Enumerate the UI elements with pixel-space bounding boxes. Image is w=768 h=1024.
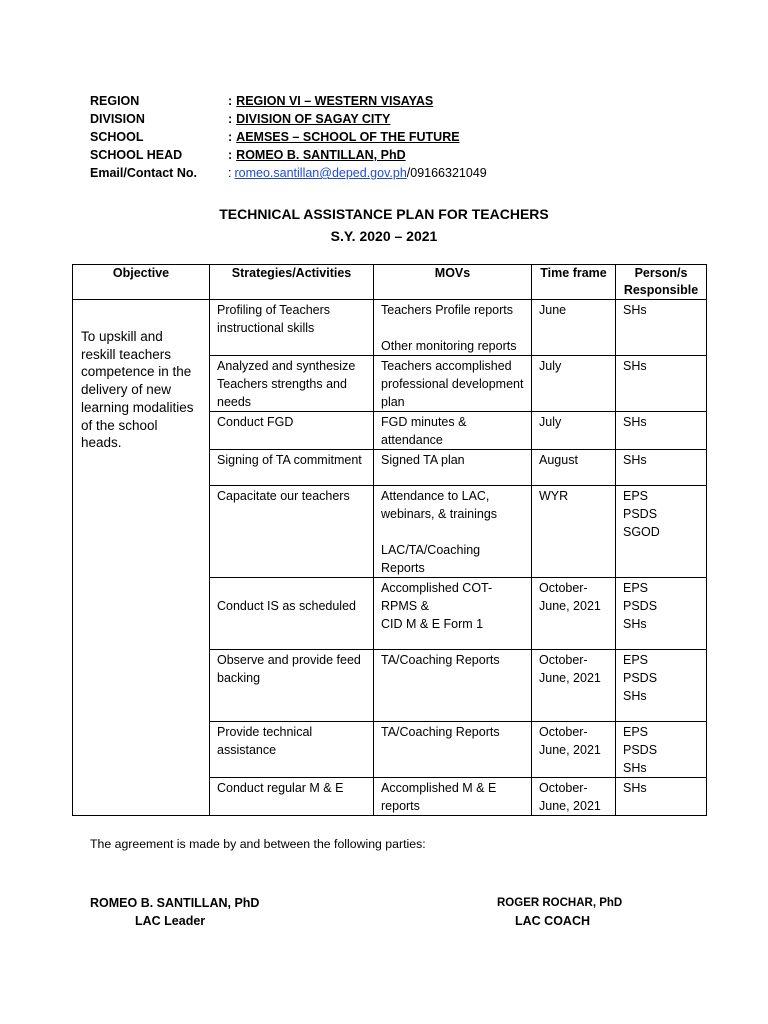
time-frame-cell: August: [532, 450, 616, 486]
time-frame-cell: June: [532, 300, 616, 356]
persons-responsible-cell: EPS PSDS SGOD: [616, 486, 707, 578]
movs-cell: Signed TA plan: [374, 450, 532, 486]
division-value: DIVISION OF SAGAY CITY: [236, 112, 391, 126]
time-frame-cell: July: [532, 412, 616, 450]
signatory-name: ROMEO B. SANTILLAN, PhD: [90, 896, 260, 910]
persons-responsible-cell: SHs: [616, 412, 707, 450]
school-label: SCHOOL: [90, 130, 144, 144]
region-value: REGION VI – WESTERN VISAYAS: [236, 94, 434, 108]
time-frame-cell: WYR: [532, 486, 616, 578]
movs-cell: TA/Coaching Reports: [374, 722, 532, 778]
table-row: [73, 300, 707, 356]
movs-cell: FGD minutes & attendance: [374, 412, 532, 450]
time-frame-cell: October- June, 2021: [532, 722, 616, 778]
persons-responsible-cell: SHs: [616, 778, 707, 816]
objective-cell: To upskill and reskill teachers competence in the delivery of new learning modalities of the school heads.: [73, 300, 210, 816]
time-frame-cell: July: [532, 356, 616, 412]
activity-cell: Observe and provide feed backing: [210, 650, 374, 722]
signatory-name: ROGER ROCHAR, PhD: [497, 897, 623, 909]
region-label: REGION: [90, 94, 140, 108]
activity-cell: Conduct regular M & E: [210, 778, 374, 816]
table-header-row: [73, 265, 707, 300]
column-header-strategies: Strategies/Activities: [210, 265, 374, 300]
movs-cell: Accomplished COT- RPMS & CID M & E Form 1: [374, 578, 532, 650]
activity-cell: Capacitate our teachers: [210, 486, 374, 578]
activity-cell: Analyzed and synthesize Teachers strengths and needs: [210, 356, 374, 412]
persons-responsible-cell: SHs: [616, 300, 707, 356]
document-title: [0, 203, 768, 247]
activity-cell: Provide technical assistance: [210, 722, 374, 778]
technical-assistance-table: [72, 264, 707, 816]
signatory-lac-coach: [497, 894, 622, 930]
school-head-separator: :: [228, 148, 233, 162]
time-frame-cell: October- June, 2021: [532, 778, 616, 816]
agreement-statement: The agreement is made by and between the following parties:: [90, 837, 426, 851]
activity-cell: Conduct FGD: [210, 412, 374, 450]
activity-cell: Signing of TA commitment: [210, 450, 374, 486]
persons-responsible-cell: EPS PSDS SHs: [616, 578, 707, 650]
signatory-role: LAC Leader: [135, 914, 206, 928]
school-info: [90, 92, 690, 182]
info-row-school-head: [90, 146, 690, 164]
persons-responsible-cell: SHs: [616, 356, 707, 412]
info-row-contact: [90, 164, 690, 182]
activity-cell: Profiling of Teachers instructional skills: [210, 300, 374, 356]
contact-separator: :: [228, 166, 232, 180]
info-row-region: [90, 92, 690, 110]
title-school-year: S.Y. 2020 – 2021: [330, 228, 438, 244]
school-head-value: ROMEO B. SANTILLAN, PhD: [236, 148, 406, 162]
division-label: DIVISION: [90, 112, 145, 126]
school-value: AEMSES – SCHOOL OF THE FUTURE: [236, 130, 460, 144]
info-row-division: [90, 110, 690, 128]
school-head-label: SCHOOL HEAD: [90, 148, 183, 162]
school-separator: :: [228, 130, 233, 144]
time-frame-cell: October- June, 2021: [532, 578, 616, 650]
persons-responsible-cell: EPS PSDS SHs: [616, 650, 707, 722]
title-main: TECHNICAL ASSISTANCE PLAN FOR TEACHERS: [219, 206, 549, 222]
column-header-movs: MOVs: [374, 265, 532, 300]
signatory-lac-leader: [90, 894, 259, 930]
column-header-objective: Objective: [73, 265, 210, 300]
column-header-time-frame: Time frame: [532, 265, 616, 300]
movs-cell: TA/Coaching Reports: [374, 650, 532, 722]
movs-cell: Teachers accomplished professional development plan: [374, 356, 532, 412]
region-separator: :: [228, 94, 233, 108]
movs-cell: Accomplished M & E reports: [374, 778, 532, 816]
email-link[interactable]: romeo.santillan@deped.gov.ph: [234, 166, 407, 180]
time-frame-cell: October- June, 2021: [532, 650, 616, 722]
division-separator: :: [228, 112, 233, 126]
column-header-persons-responsible: Person/s Responsible: [616, 265, 707, 300]
persons-responsible-cell: EPS PSDS SHs: [616, 722, 707, 778]
contact-number: /09166321049: [406, 166, 487, 180]
movs-cell: Teachers Profile reports Other monitoring reports: [374, 300, 532, 356]
activity-cell: Conduct IS as scheduled: [210, 578, 374, 650]
signatory-role: LAC COACH: [515, 914, 590, 928]
contact-label: Email/Contact No.: [90, 166, 197, 180]
info-row-school: [90, 128, 690, 146]
persons-responsible-cell: SHs: [616, 450, 707, 486]
movs-cell: Attendance to LAC, webinars, & trainings LAC/TA/Coaching Reports: [374, 486, 532, 578]
